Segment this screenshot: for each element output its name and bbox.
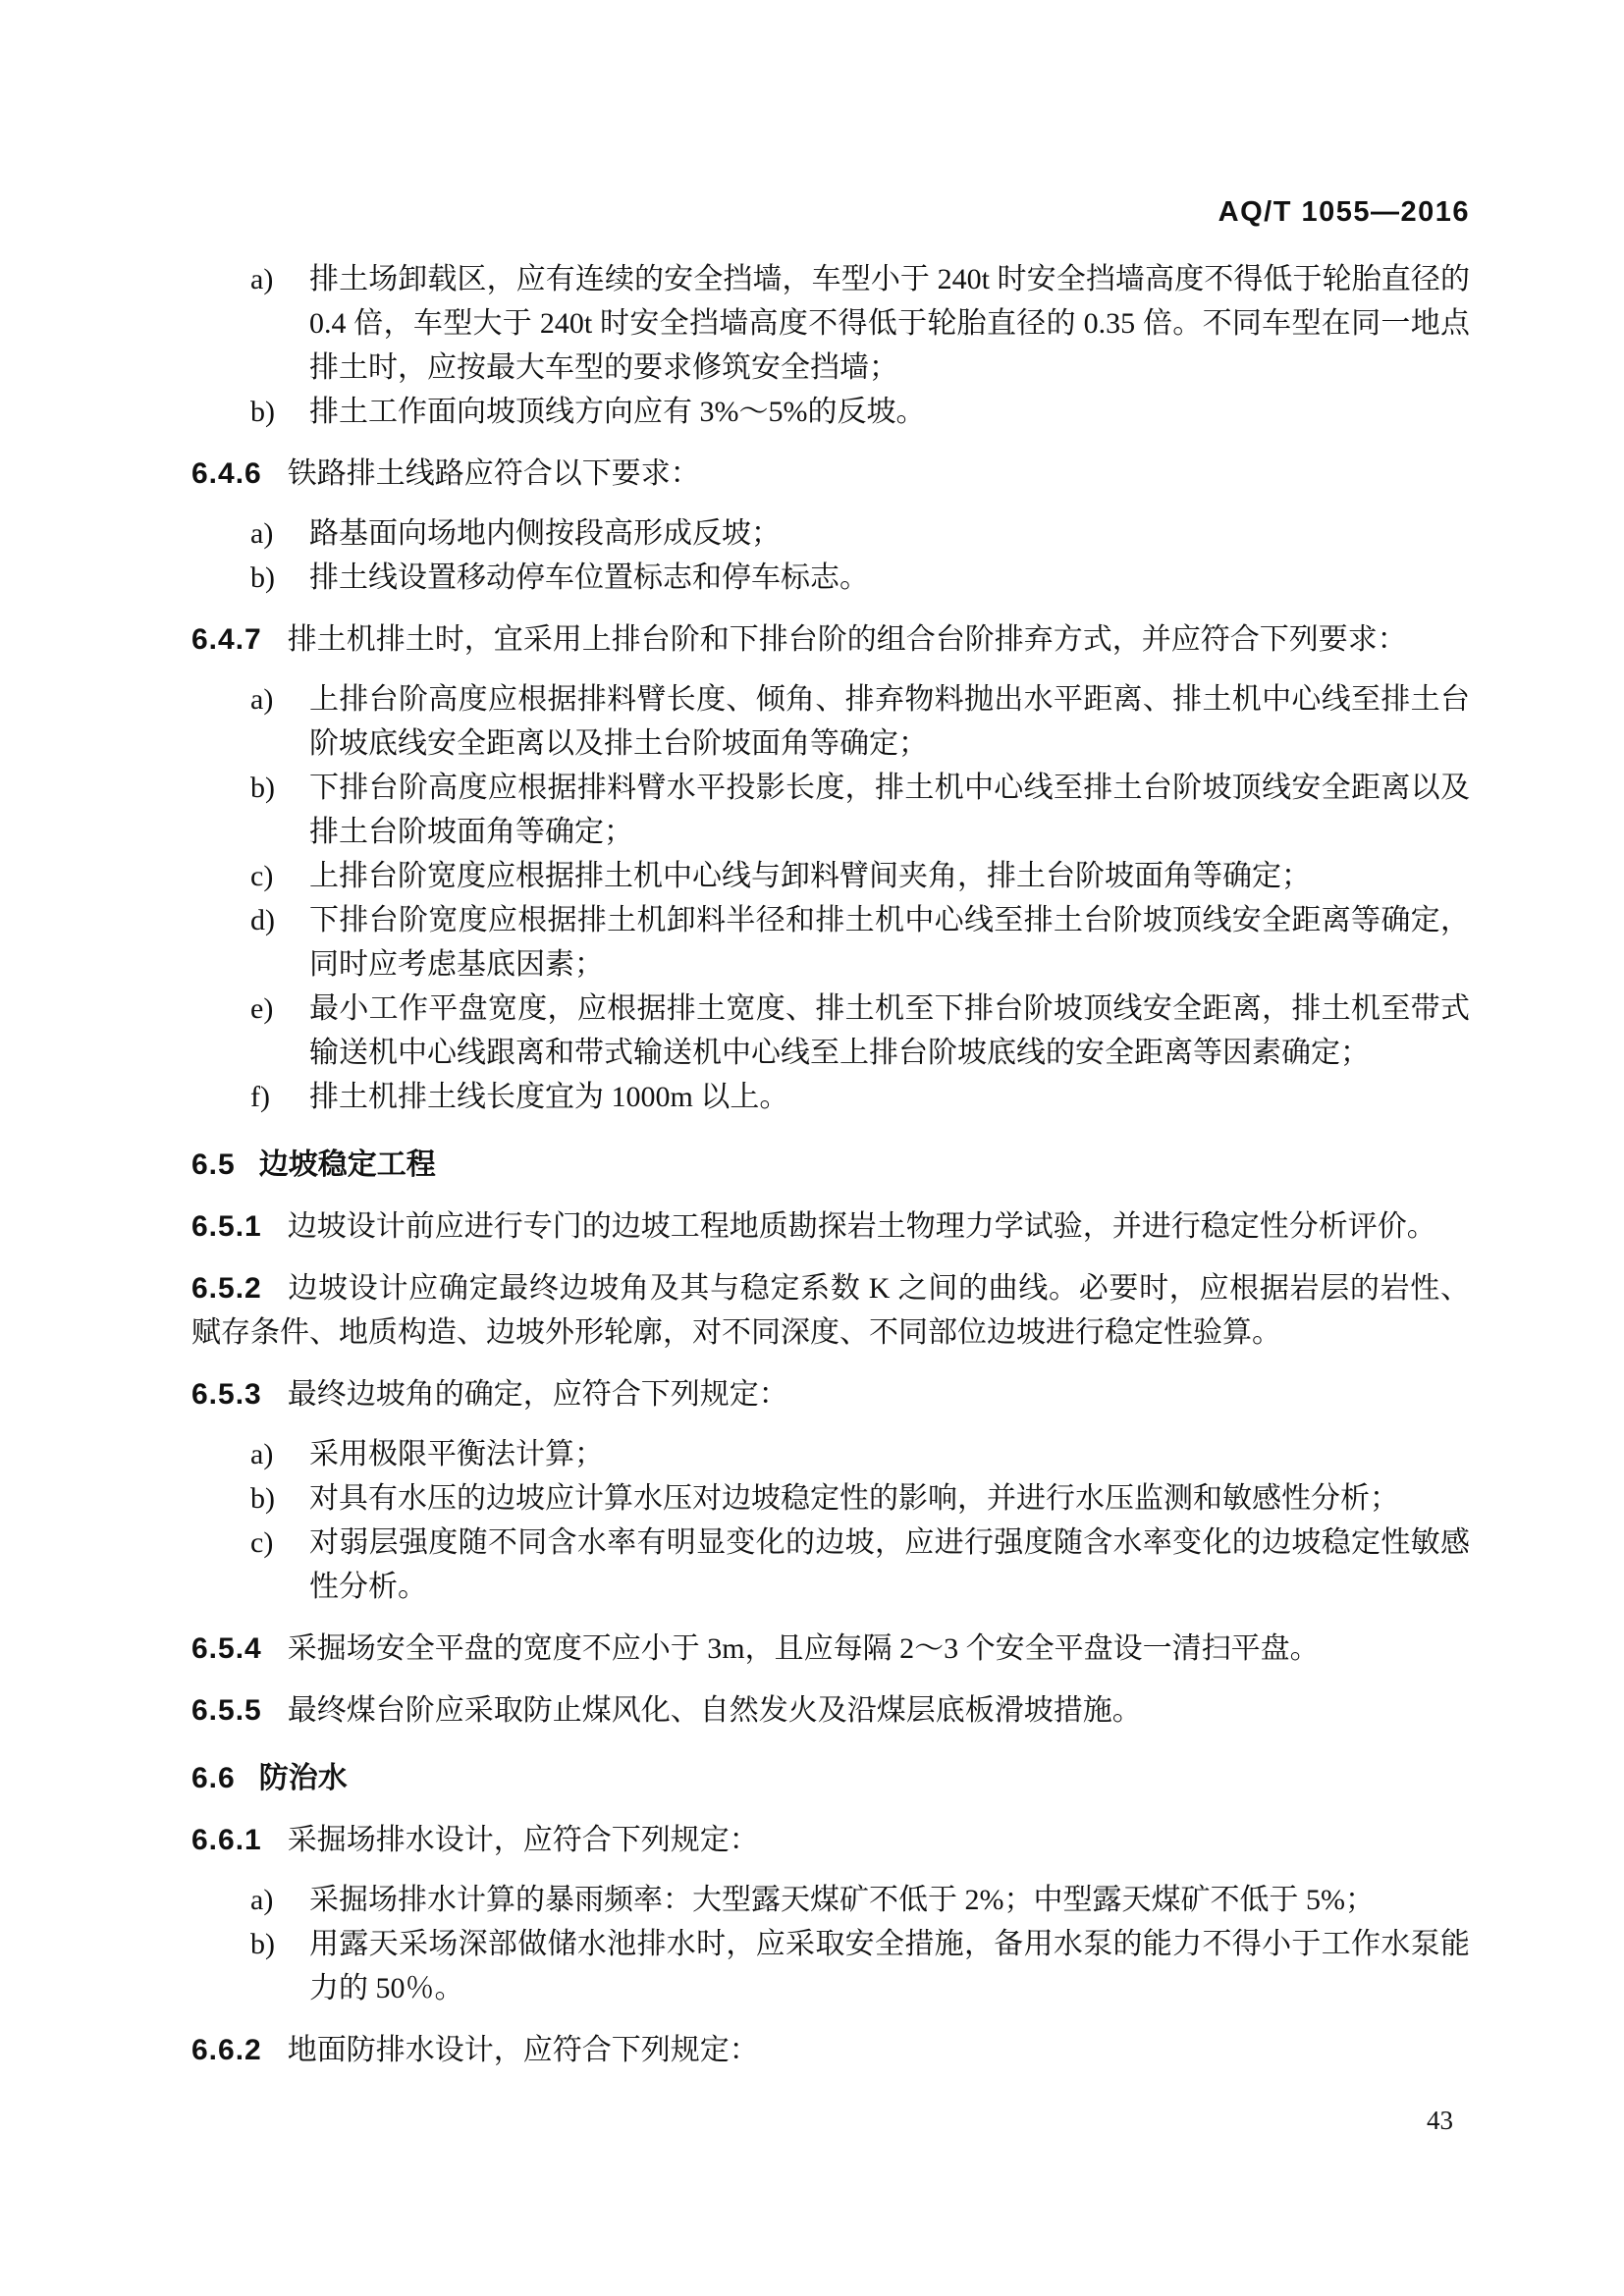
clause <box>191 1688 1470 1733</box>
section-number: 6.5 <box>191 1148 236 1181</box>
list-item <box>191 390 1470 434</box>
page-footer <box>191 2106 1453 2136</box>
list-item-label: c) <box>250 860 274 892</box>
list-item-label: b) <box>250 396 275 428</box>
list-item-label: d) <box>250 904 275 936</box>
list-item-text: 对具有水压的边坡应计算水压对边坡稳定性的影响，并进行水压监测和敏感性分析； <box>309 1482 1399 1515</box>
clause-text: 采掘场安全平盘的宽度不应小于 3m，且应每隔 2～3 个安全平盘设一清扫平盘。 <box>287 1632 1320 1665</box>
clause <box>191 1372 1470 1416</box>
list-item-label: b) <box>250 772 275 804</box>
clause-text: 最终边坡角的确定，应符合下列规定： <box>287 1378 788 1411</box>
list-item-text: 用露天采场深部做储水池排水时，应采取安全措施，备用水泵的能力不得小于工作水泵能力的 50％。 <box>309 1928 1470 2004</box>
clause <box>191 1204 1470 1249</box>
list-item <box>191 511 1470 556</box>
list-item <box>191 677 1470 766</box>
clause-number: 6.4.7 <box>191 623 262 656</box>
list-item-text: 对弱层强度随不同含水率有明显变化的边坡，应进行强度随含水率变化的边坡稳定性敏感性分析。 <box>309 1526 1470 1603</box>
list-item-text: 采掘场排水计算的暴雨频率：大型露天煤矿不低于 2%；中型露天煤矿不低于 5%； <box>309 1884 1375 1916</box>
list-item-label: b) <box>250 561 275 594</box>
clause-text: 地面防排水设计，应符合下列规定： <box>287 2034 759 2066</box>
list-item-label: f) <box>250 1081 270 1113</box>
list-item-text: 路基面向场地内侧按段高形成反坡； <box>309 517 781 550</box>
section-heading <box>191 1143 1470 1187</box>
list-item <box>191 257 1470 390</box>
list-item-label: e) <box>250 992 274 1025</box>
lettered-list <box>191 257 1470 434</box>
clause-number: 6.5.4 <box>191 1632 262 1665</box>
list-item-text: 下排台阶宽度应根据排土机卸料半径和排土机中心线至排土台阶坡顶线安全距离等确定，同时应考虑基底因素； <box>309 904 1470 981</box>
page-header <box>191 196 1470 229</box>
section-title: 边坡稳定工程 <box>258 1148 436 1181</box>
clause-number: 6.5.1 <box>191 1210 262 1243</box>
clause-text: 排土机排土时，宜采用上排台阶和下排台阶的组合台阶排弃方式，并应符合下列要求： <box>287 623 1407 656</box>
list-item-label: a) <box>250 263 274 295</box>
lettered-list <box>191 677 1470 1119</box>
list-item-label: a) <box>250 1438 274 1470</box>
list-item-text: 上排台阶宽度应根据排土机中心线与卸料臂间夹角，排土台阶坡面角等确定； <box>309 860 1311 892</box>
clause <box>191 1627 1470 1671</box>
list-item-text: 排土场卸载区，应有连续的安全挡墙，车型小于 240t 时安全挡墙高度不得低于轮胎直径的 0.4 倍，车型大于 240t 时安全挡墙高度不得低于轮胎直径的 0.35 倍。不同车型在同一地点排土时，应按最大车型的要求修筑安全挡墙； <box>309 263 1470 384</box>
list-item-text: 排土线设置移动停车位置标志和停车标志。 <box>309 561 869 594</box>
clause-text: 最终煤台阶应采取防止煤风化、自然发火及沿煤层底板滑坡措施。 <box>287 1694 1142 1727</box>
list-item-label: b) <box>250 1482 275 1515</box>
list-item <box>191 1878 1470 1922</box>
list-item-text: 排土机排土线长度宜为 1000m 以上。 <box>309 1081 789 1113</box>
clause <box>191 1266 1470 1355</box>
list-item-text: 最小工作平盘宽度，应根据排土宽度、排土机至下排台阶坡顶线安全距离，排土机至带式输送机中心线跟离和带式输送机中心线至上排台阶坡底线的安全距离等因素确定； <box>309 992 1470 1069</box>
clause-text: 边坡设计前应进行专门的边坡工程地质勘探岩土物理力学试验，并进行稳定性分析评价。 <box>287 1210 1436 1243</box>
list-item-label: c) <box>250 1526 274 1559</box>
section-title: 防治水 <box>258 1762 348 1794</box>
clause <box>191 452 1470 496</box>
list-item <box>191 898 1470 987</box>
list-item <box>191 766 1470 854</box>
list-item <box>191 854 1470 898</box>
list-item-text: 下排台阶高度应根据排料臂水平投影长度，排土机中心线至排土台阶坡顶线安全距离以及排土台阶坡面角等确定； <box>309 772 1470 848</box>
clause-number: 6.6.2 <box>191 2034 262 2066</box>
clause-text: 铁路排土线路应符合以下要求： <box>287 457 700 490</box>
section-number: 6.6 <box>191 1762 236 1794</box>
list-item-text: 排土工作面向坡顶线方向应有 3%～5%的反坡。 <box>309 396 926 428</box>
clause-text: 采掘场排水设计，应符合下列规定： <box>287 1824 759 1856</box>
clause-number: 6.6.1 <box>191 1824 262 1856</box>
list-item <box>191 556 1470 600</box>
lettered-list <box>191 511 1470 600</box>
list-item-label: b) <box>250 1928 275 1960</box>
clause-number: 6.5.5 <box>191 1694 262 1727</box>
page-number: 43 <box>1427 2106 1453 2135</box>
list-item-label: a) <box>250 1884 274 1916</box>
clause <box>191 2028 1470 2072</box>
clause-number: 6.4.6 <box>191 457 262 490</box>
lettered-list <box>191 1878 1470 2010</box>
list-item <box>191 1922 1470 2010</box>
standard-code: AQ/T 1055—2016 <box>1218 196 1470 228</box>
list-item-label: a) <box>250 517 274 550</box>
list-item <box>191 1075 1470 1119</box>
list-item-text: 采用极限平衡法计算； <box>309 1438 604 1470</box>
list-item <box>191 1476 1470 1521</box>
list-item <box>191 1521 1470 1609</box>
list-item <box>191 987 1470 1075</box>
clause-number: 6.5.3 <box>191 1378 262 1411</box>
section-heading <box>191 1756 1470 1800</box>
clause-number: 6.5.2 <box>191 1272 262 1305</box>
list-item-text: 上排台阶高度应根据排料臂长度、倾角、排弃物料抛出水平距离、排土机中心线至排土台阶坡底线安全距离以及排土台阶坡面角等确定； <box>309 683 1470 760</box>
lettered-list <box>191 1432 1470 1609</box>
list-item-label: a) <box>250 683 274 716</box>
clause <box>191 617 1470 662</box>
clause-text: 边坡设计应确定最终边坡角及其与稳定系数 K 之间的曲线。必要时，应根据岩层的岩性、赋存条件、地质构造、边坡外形轮廓，对不同深度、不同部位边坡进行稳定性验算。 <box>191 1272 1470 1349</box>
document-body <box>191 257 1470 2072</box>
list-item <box>191 1432 1470 1476</box>
clause <box>191 1818 1470 1862</box>
